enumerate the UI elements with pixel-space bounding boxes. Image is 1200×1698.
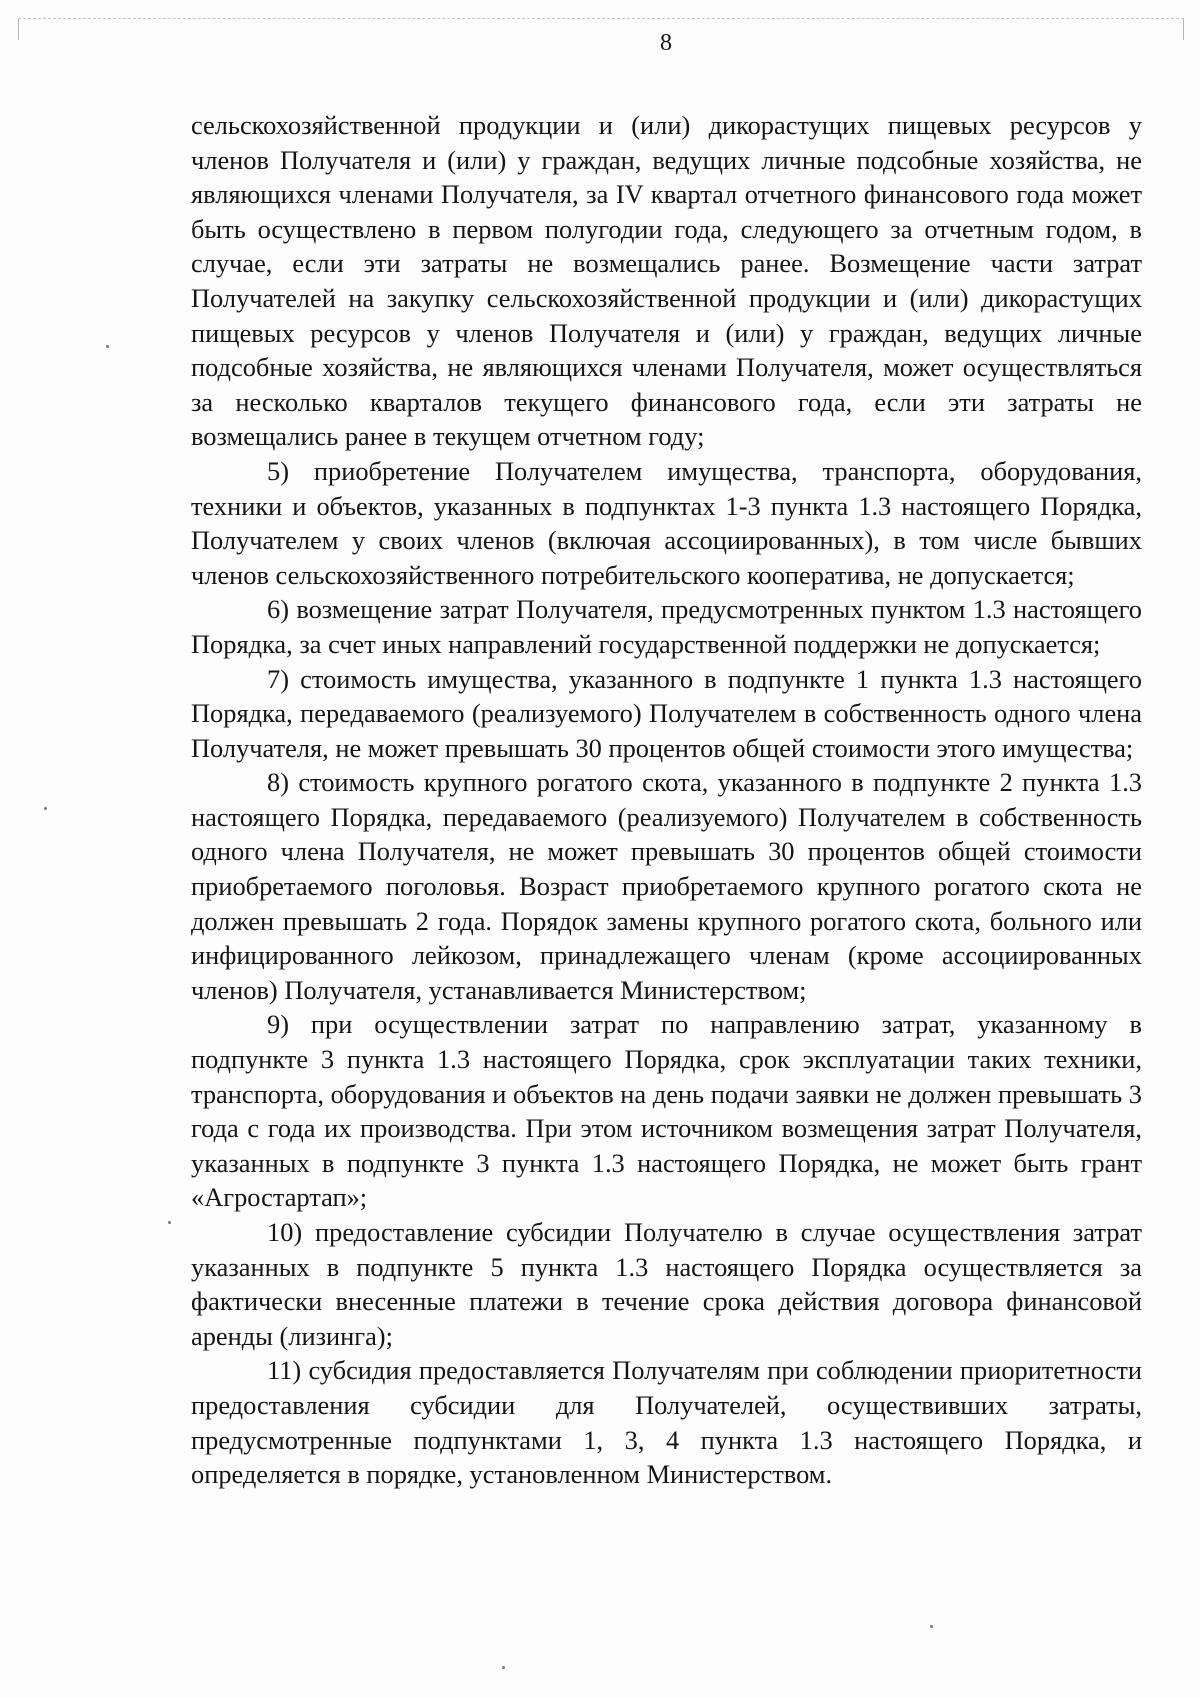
paragraph-item-11: 11) субсидия предоставляется Получателям при соблюдении приоритетности предоставления субсидии для Получателей, осуществивших затраты, предусмотренные подпунктами 1, 3, 4 пункта 1.3 настоящего Порядка, и определяется в порядке, установленном Министерством. — [191, 1355, 1142, 1490]
page-number: 8 — [660, 30, 672, 56]
paragraph-item-8: 8) стоимость крупного рогатого скота, указанного в подпункте 2 пункта 1.3 настоящего Порядка, передаваемого (реализуемого) Получателем в собственность одного члена Получателя, не может превышать 30 процентов общей стоимости приобретаемого поголовья. Возраст приобретаемого крупного рогатого скота не должен превышать 2 года. Порядок замены крупного рогатого скота, больного или инфицированного лейкозом, принадлежащего членам (кроме ассоциированных членов) Получателя, устанавливается Министерством; — [191, 767, 1142, 1005]
scan-speck — [168, 1221, 171, 1224]
scan-speck — [930, 1625, 933, 1628]
paragraph-item-9: 9) при осуществлении затрат по направлению затрат, указанному в подпункте 3 пункта 1.3 настоящего Порядка, срок эксплуатации таких техники, транспорта, оборудования и объектов на день подачи заявки не должен превышать 3 года с года их производства. При этом источником возмещения затрат Получателя, указанных в подпункте 3 пункта 1.3 настоящего Порядка, не может быть грант «Агростартап»; — [191, 1009, 1142, 1213]
scan-speck — [502, 1666, 505, 1669]
paragraph-item-7: 7) стоимость имущества, указанного в подпункте 1 пункта 1.3 настоящего Порядка, передаваемого (реализуемого) Получателем в собственность одного члена Получателя, не может превышать 30 процентов общей стоимости этого имущества; — [191, 663, 1142, 763]
paragraph-continuation: сельскохозяйственной продукции и (или) дикорастущих пищевых ресурсов у членов Получателя и (или) у граждан, ведущих личные подсобные хозяйства, не являющихся членами Получателя, за IV квартал отчетного финансового года может быть осуществлено в первом полугодии года, следующего за отчетным годом, в случае, если эти затраты не возмещались ранее. Возмещение части затрат Получателей на закупку сельскохозяйственной продукции и (или) дикорастущих пищевых ресурсов у членов Получателя и (или) у граждан, ведущих личные подсобные хозяйства, не являющихся членами Получателя, может осуществляться за несколько кварталов текущего финансового года, если эти затраты не возмещались ранее в текущем отчетном году; — [191, 110, 1142, 452]
document-body — [191, 108, 1142, 1492]
paragraph-item-10: 10) предоставление субсидии Получателю в случае осуществления затрат указанных в подпункте 5 пункта 1.3 настоящего Порядка осуществляется за фактически внесенные платежи в течение срока действия договора финансовой аренды (лизинга); — [191, 1217, 1142, 1351]
paragraph-item-5: 5) приобретение Получателем имущества, транспорта, оборудования, техники и объектов, указанных в подпунктах 1-3 пункта 1.3 настоящего Порядка, Получателем у своих членов (включая ассоциированных), в том числе бывших членов сельскохозяйственного потребительского кооператива, не допускается; — [191, 455, 1142, 590]
scan-border-top — [18, 18, 1184, 19]
scan-speck — [106, 345, 109, 348]
paragraph-item-6: 6) возмещение затрат Получателя, предусмотренных пунктом 1.3 настоящего Порядка, за счет иных направлений государственной поддержки не допускается; — [191, 594, 1142, 659]
scan-speck — [44, 807, 47, 810]
